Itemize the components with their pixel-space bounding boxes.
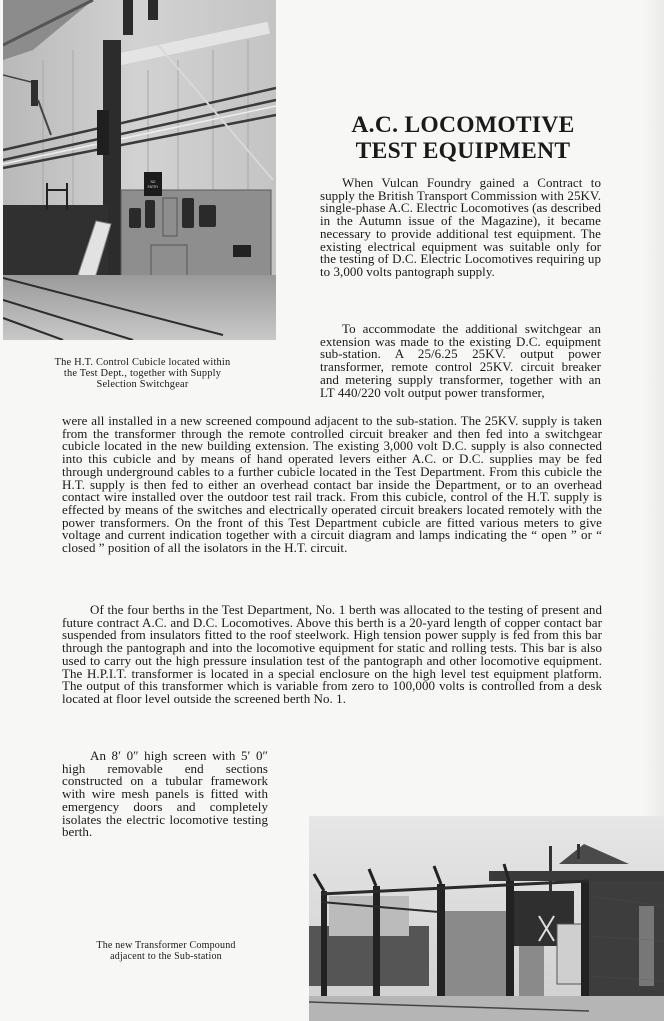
paragraph-switchgear-part2: were all installed in a new screened compound adjacent to the sub-station. The 25KV. supply is taken from the transformer through the remote controlled circuit breaker and then fed into a switchgear cubicle located in the new building extension. The existing 3,000 volt D.C. supply is also connected into this cubicle and by means of hand operated levers either A.C. or D.C. supplies may be fed through underground cables to a further cubicle located in the Test Department. From this cubicle the H.T. supply is then fed to either an overhead contact bar inside the Department, or to an overhead contact wire installed over the outdoor test rail track. From this cubicle, control of the H.T. supply is effected by means of the switches and electrically operated circuit breakers located remotely with the power transformers. On the front of this Test Department cubicle are fitted various meters to give voltage and current indication together with a circuit diagram and lamps indicating the “ open ” or “ closed ” position of all the isolators in the H.T. circuit. (62, 413, 602, 556)
article-title (318, 112, 608, 164)
caption-line: The H.T. Control Cubicle located within (54, 357, 231, 368)
paragraph-berths: Of the four berths in the Test Department, No. 1 berth was allocated to the testing of present and future contract A.C. and D.C. Locomotives. Above this berth is a 20-yard length of copper contact bar suspended from insulators fitted to the roof steelwork. High tension power supply is fed from this bar through the pantograph and into the locomotive equipment for static and rolling tests. This bar is also used to carry out the high pressure insulation test of the pantograph and other locomotive equipment. The H.P.I.T. transformer is located in a special enclosure on the high level test equipment platform. The output of this transformer which is variable from zero to 100,000 volts is controlled from a desk located at floor level outside the screened berth No. 1. (62, 602, 602, 706)
svg-text:ENTRY: ENTRY (147, 185, 159, 189)
title-line-2: TEST EQUIPMENT (355, 138, 571, 164)
photo-transformer-compound (309, 816, 664, 1021)
paragraph-switchgear-part1: To accommodate the additional switchgear an extension was made to the existing D.C. equipment sub-station. A 25/6.25 25KV. output power transformer, remote control 25KV. circuit breaker and metering supply transformer, together with an LT 440/220 volt output power transformer, (320, 321, 601, 400)
no-entry-sign: NO (150, 180, 156, 184)
title-line-1: A.C. LOCOMOTIVE (351, 112, 575, 138)
paragraph-screen: An 8′ 0″ high screen with 5′ 0″ high removable end sections constructed on a tubular framework with wire mesh panels is fitted with emergency doors and completely isolates the electric locomotive testing berth. (62, 748, 268, 840)
caption-line: adjacent to the Sub-station (110, 951, 222, 962)
caption-line: the Test Dept., together with Supply (63, 368, 222, 379)
caption-line: Selection Switchgear (96, 379, 189, 390)
photo-ht-control-cubicle (3, 0, 276, 340)
figure-caption-control-cubicle (30, 357, 255, 390)
paragraph-intro: When Vulcan Foundry gained a Contract to supply the British Transport Commission with 25KV. single-phase A.C. Electric Locomotives (as described in the Autumn issue of the Magazine), it became necessary to provide additional test equipment. The existing electrical equipment was suitable only for the testing of D.C. Electric Locomotives requiring up to 3,000 volts pantograph supply. (320, 175, 601, 279)
figure-caption-transformer-compound (66, 940, 266, 962)
caption-line: The new Transformer Compound (96, 940, 236, 951)
